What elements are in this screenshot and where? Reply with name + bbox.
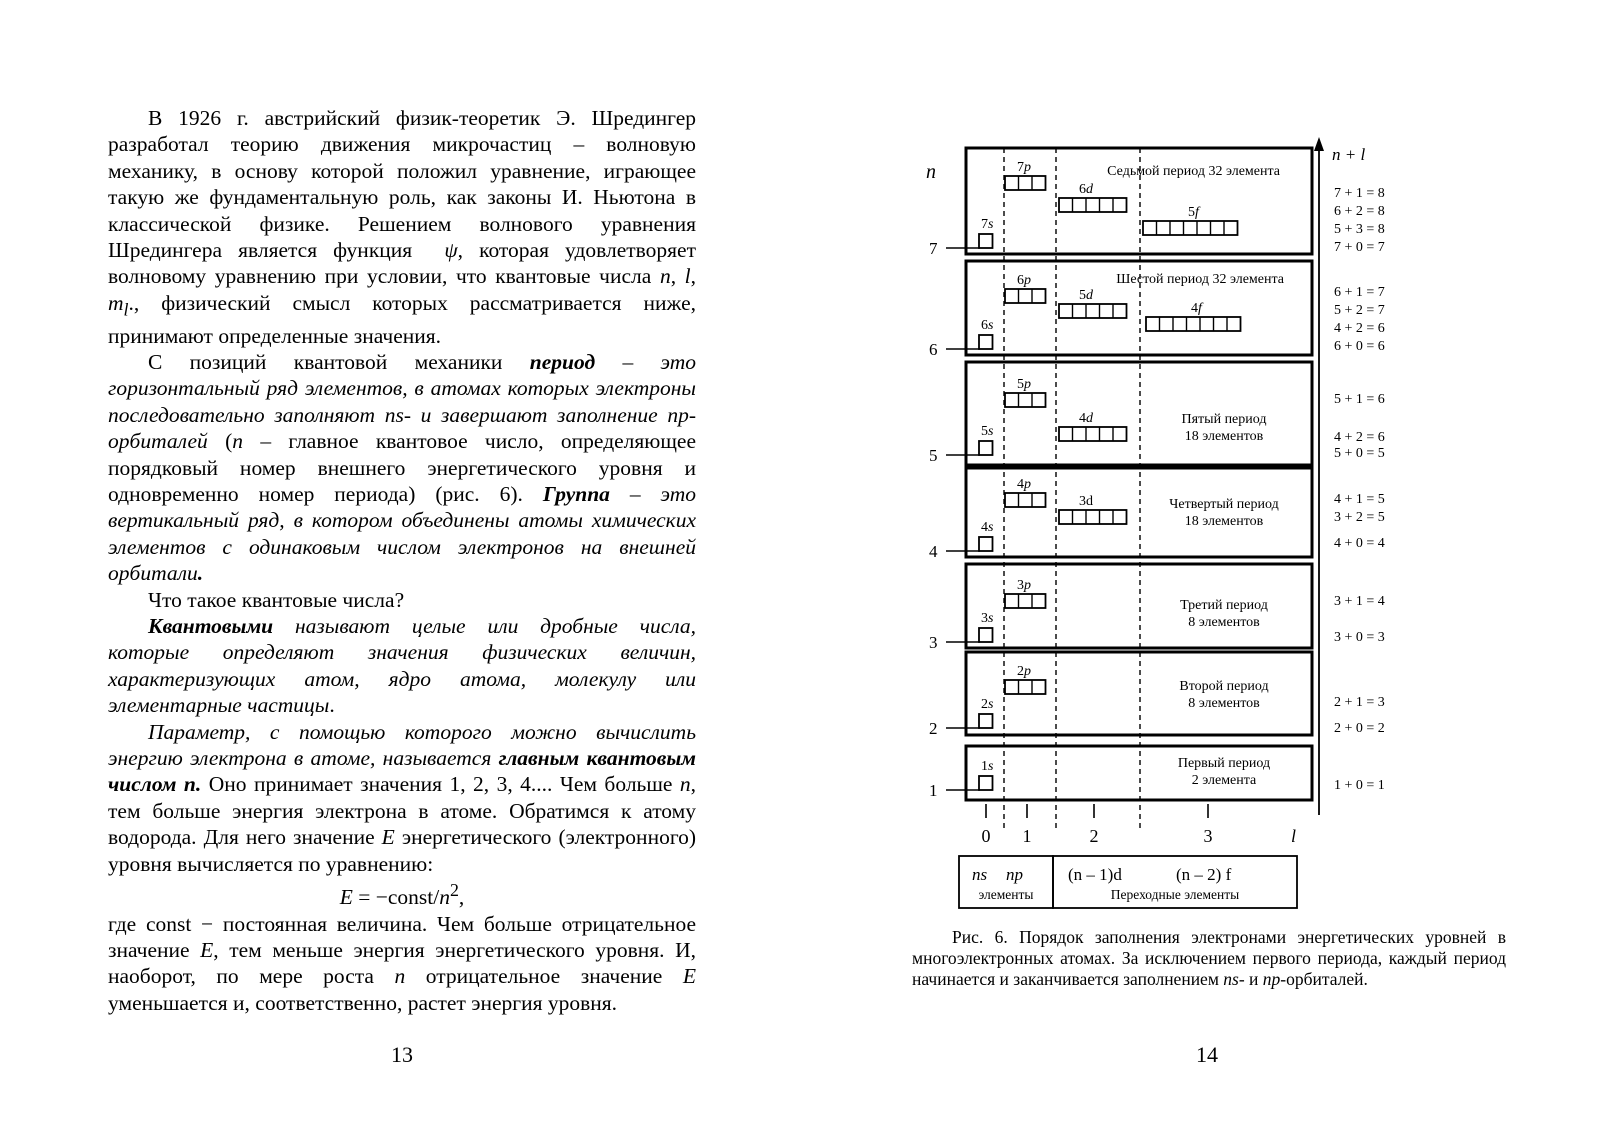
d-orbital-label: 3d	[1079, 494, 1093, 509]
period-title: Четвертый период	[1169, 497, 1279, 512]
p-orbital-cells	[1005, 289, 1046, 303]
period-subtitle: 18 элементов	[1184, 514, 1264, 529]
d-orbital-cells	[1059, 198, 1127, 212]
s-orbital-cell	[979, 234, 993, 248]
s-orbital-label: 5s	[981, 424, 994, 439]
term-principal: главным квантовым числом n.	[108, 746, 697, 797]
n-value-label: 4	[929, 542, 938, 561]
nl-sum-label: 5 + 1 = 6	[1334, 392, 1385, 407]
n-value-label: 3	[929, 633, 938, 652]
n-value-label: 7	[929, 239, 938, 258]
legend-np-label: np	[1006, 865, 1023, 884]
d-orbital-label: 4d	[1079, 411, 1093, 426]
nl-sum-label: 2 + 1 = 3	[1334, 695, 1385, 710]
f-orbital-label: 4f	[1191, 301, 1202, 316]
s-orbital-cell	[979, 537, 993, 551]
p-orbital-label: 6p	[1017, 273, 1031, 288]
period-title: Второй период	[1179, 679, 1269, 694]
figure-caption: Рис. 6. Порядок заполнения электронами энергетических уровней в многоэлектронных атомах. За исключением первого периода, каждый период начинается и заканчивается заполнением ns- и np-орбиталей.	[912, 927, 1506, 989]
paragraph-principal-number: Параметр, с помощью которого можно вычислить энергию электрона в атоме, называется главным квантовым числом n. Оно принимает значения 1, 2, 3, 4.... Чем больше n, тем больше энергия электрона в атоме. Обратимся к атому водорода. Для него значение E энергетического (электронного) уровня вычисляется по уравнению:	[108, 719, 697, 876]
p-orbital-label: 3p	[1017, 578, 1031, 593]
period-title: Седьмой период 32 элемента	[1107, 164, 1280, 179]
p-orbital-cells	[1005, 680, 1046, 694]
n-value-label: 5	[929, 446, 938, 465]
f-orbital-label: 5f	[1188, 205, 1199, 220]
period-box	[966, 746, 1312, 800]
nl-sum-label: 3 + 0 = 3	[1334, 630, 1385, 645]
axis-n-label: n	[926, 161, 936, 183]
legend-d-label: (n – 1)d	[1068, 865, 1122, 884]
nl-axis-arrow-icon	[1314, 137, 1324, 151]
s-orbital-label: 6s	[981, 318, 994, 333]
legend-transition-label: Переходные элементы	[1110, 887, 1240, 902]
term-period: период	[529, 349, 596, 374]
nl-sum-label: 5 + 2 = 7	[1334, 303, 1385, 318]
s-orbital-label: 4s	[981, 520, 994, 535]
term-quantum: Квантовыми	[148, 614, 274, 639]
d-orbital-cells	[1059, 427, 1127, 441]
p-orbital-label: 2p	[1017, 664, 1031, 679]
l-value-label: 3	[1203, 826, 1213, 846]
page-number-right: 14	[1196, 1042, 1218, 1067]
nl-sum-label: 3 + 1 = 4	[1334, 594, 1385, 609]
nl-sum-label: 5 + 3 = 8	[1334, 222, 1385, 237]
nl-sum-label: 5 + 0 = 5	[1334, 446, 1385, 461]
legend-f-label: (n – 2) f	[1176, 865, 1232, 884]
paragraph-energy: где const − постоянная величина. Чем больше отрицательное значение E, тем меньше энергия энергетического уровня. И, наоборот, по мере роста n отрицательное значение E уменьшается и, соответственно, растет энергия уровня.	[108, 911, 697, 1015]
nl-sum-label: 7 + 0 = 7	[1334, 240, 1385, 255]
s-orbital-cell	[979, 628, 993, 642]
nl-sum-label: 4 + 2 = 6	[1334, 430, 1385, 445]
nl-sum-label: 4 + 1 = 5	[1334, 492, 1385, 507]
axis-nl-label: n + l	[1332, 145, 1366, 164]
paragraph-schrodinger: В 1926 г. австрийский физик-теоретик Э. Шредингер разработал теорию движения микрочастиц – волновую механику, в основу которой положил уравнение, играющее такую же фундаментальную роль, как законы И. Ньютона в классической физике. Решением волнового уравнения Шредингера является функция ψ, которая удовлетворяет волновому уравнению при условии, что квантовые числа n, l, $m_l$., физический смысл которых рассматривается ниже, принимают определенные значения.	[108, 106, 697, 348]
n-value-label: 1	[929, 781, 938, 800]
nl-sum-label: 6 + 0 = 6	[1334, 339, 1385, 354]
d-orbital-label: 6d	[1079, 182, 1093, 197]
axis-l-label: l	[1291, 826, 1297, 846]
nl-sum-label: 3 + 2 = 5	[1334, 510, 1385, 525]
equation: $E = -const/n^2$,	[339, 880, 465, 910]
s-orbital-cell	[979, 776, 993, 790]
paragraph-question: Что такое квантовые числа?	[148, 587, 405, 612]
nl-sum-label: 6 + 1 = 7	[1334, 285, 1385, 300]
s-orbital-label: 1s	[981, 759, 994, 774]
nl-sum-label: 6 + 2 = 8	[1334, 204, 1385, 219]
s-orbital-label: 3s	[981, 611, 994, 626]
p-orbital-cells	[1005, 393, 1046, 407]
psi-symbol: ψ	[444, 238, 458, 263]
page-number-left: 13	[391, 1042, 413, 1067]
p-orbital-label: 5p	[1017, 377, 1031, 392]
s-orbital-cell	[979, 335, 993, 349]
s-orbital-label: 2s	[981, 697, 994, 712]
period-subtitle: 18 элементов	[1184, 429, 1264, 444]
s-orbital-cell	[979, 714, 993, 728]
p-orbital-cells	[1005, 176, 1046, 190]
l-value-label: 0	[981, 826, 991, 846]
period-title: Первый период	[1177, 756, 1271, 771]
p-orbital-label: 7p	[1017, 160, 1031, 175]
term-group: Группа	[542, 481, 610, 506]
legend-elements-label: элементы	[978, 887, 1034, 902]
p-orbital-cells	[1005, 594, 1046, 608]
legend-ns-label: ns	[972, 865, 988, 884]
nl-sum-label: 4 + 2 = 6	[1334, 321, 1385, 336]
period-title: Шестой период 32 элемента	[1116, 272, 1284, 287]
nl-sum-label: 7 + 1 = 8	[1334, 186, 1385, 201]
d-orbital-cells	[1059, 510, 1127, 524]
paragraph-quantum-numbers: Квантовыми называют целые или дробные числа, которые определяют значения физических величин, характеризующих атом, ядро атома, молекулу или элементарные частицы.	[108, 614, 697, 718]
p-orbital-cells	[1005, 493, 1046, 507]
period-title: Третий период	[1180, 598, 1268, 613]
nl-sum-label: 4 + 0 = 4	[1334, 536, 1385, 551]
n-value-label: 6	[929, 340, 938, 359]
period-subtitle: 8 элементов	[1188, 615, 1260, 630]
period-subtitle: 2 элемента	[1191, 773, 1257, 788]
period-subtitle: 8 элементов	[1188, 696, 1260, 711]
n-value-label: 2	[929, 719, 938, 738]
d-orbital-label: 5d	[1079, 288, 1093, 303]
nl-sum-label: 1 + 0 = 1	[1334, 778, 1385, 793]
s-orbital-cell	[979, 441, 993, 455]
paragraph-period-definition: С позиций квантовой механики период – это горизонтальный ряд элементов, в атомах которых электроны последовательно заполняют ns- и завершают заполнение np-орбиталей (n – главное квантовое число, определяющее порядковый номер внешнего энергетического уровня и одновременно номер периода) (рис. 6). Группа – это вертикальный ряд, в котором объединены атомы химических элементов с одинаковым числом электронов на внешней орбитали.	[108, 349, 697, 586]
d-orbital-cells	[1059, 304, 1127, 318]
s-orbital-label: 7s	[981, 217, 994, 232]
nl-sum-label: 2 + 0 = 2	[1334, 721, 1385, 736]
l-value-label: 2	[1089, 826, 1099, 846]
period-title: Пятый период	[1181, 412, 1267, 427]
p-orbital-label: 4p	[1017, 477, 1031, 492]
l-value-label: 1	[1022, 826, 1032, 846]
